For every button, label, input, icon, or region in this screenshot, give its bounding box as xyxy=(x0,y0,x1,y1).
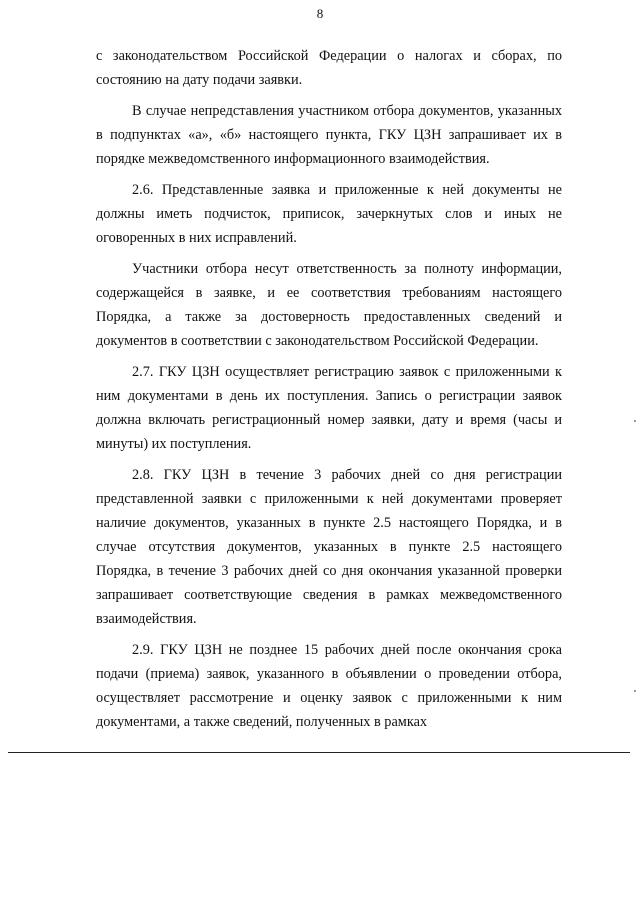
paragraph-5: 2.7. ГКУ ЦЗН осуществляет регистрацию заявок с приложенными к ним документами в день их поступления. Запись о регистрации заявок должна включать регистрационный номер заявки, дату и время (часы и минуты) их поступления. xyxy=(96,364,562,452)
paragraph-6: 2.8. ГКУ ЦЗН в течение 3 рабочих дней со дня регистрации представленной заявки с приложенными к ней документами проверяет наличие документов, указанных в пункте 2.5 настоящего Порядка, и в случае отсутствия документов, указанных в пункте 2.5 настоящего Порядка, в течение 3 рабочих дней со дня окончания указанной проверки запрашивает соответствующие сведения в рамках межведомственного взаимодействия. xyxy=(96,467,562,627)
paragraph-3: 2.6. Представленные заявка и приложенные к ней документы не должны иметь подчисток, приписок, зачеркнутых слов и иных не оговоренных в них исправлений. xyxy=(96,182,562,246)
page-bottom-rule xyxy=(8,752,630,753)
paragraph-4: Участники отбора несут ответственность за полноту информации, содержащейся в заявке, и ее соответствия требованиям настоящего Порядка, а также за достоверность предоставленных сведений и документов в соответствии с законодательством Российской Федерации. xyxy=(96,261,562,349)
body-text xyxy=(96,44,562,741)
paragraph-7: 2.9. ГКУ ЦЗН не позднее 15 рабочих дней после окончания срока подачи (приема) заявок, указанного в объявлении о проведении отбора, осуществляет рассмотрение и оценку заявок с приложенными к ним документами, а также сведений, полученных в рамках xyxy=(96,642,562,730)
paragraph-1: с законодательством Российской Федерации о налогах и сборах, по состоянию на дату подачи заявки. xyxy=(96,48,562,88)
page-number: 8 xyxy=(316,6,324,21)
paragraph-2: В случае непредставления участником отбора документов, указанных в подпунктах «а», «б» настоящего пункта, ГКУ ЦЗН запрашивает их в порядке межведомственного информационного взаимодействия. xyxy=(96,103,562,167)
scan-mark xyxy=(634,420,636,422)
scan-mark xyxy=(634,690,636,692)
